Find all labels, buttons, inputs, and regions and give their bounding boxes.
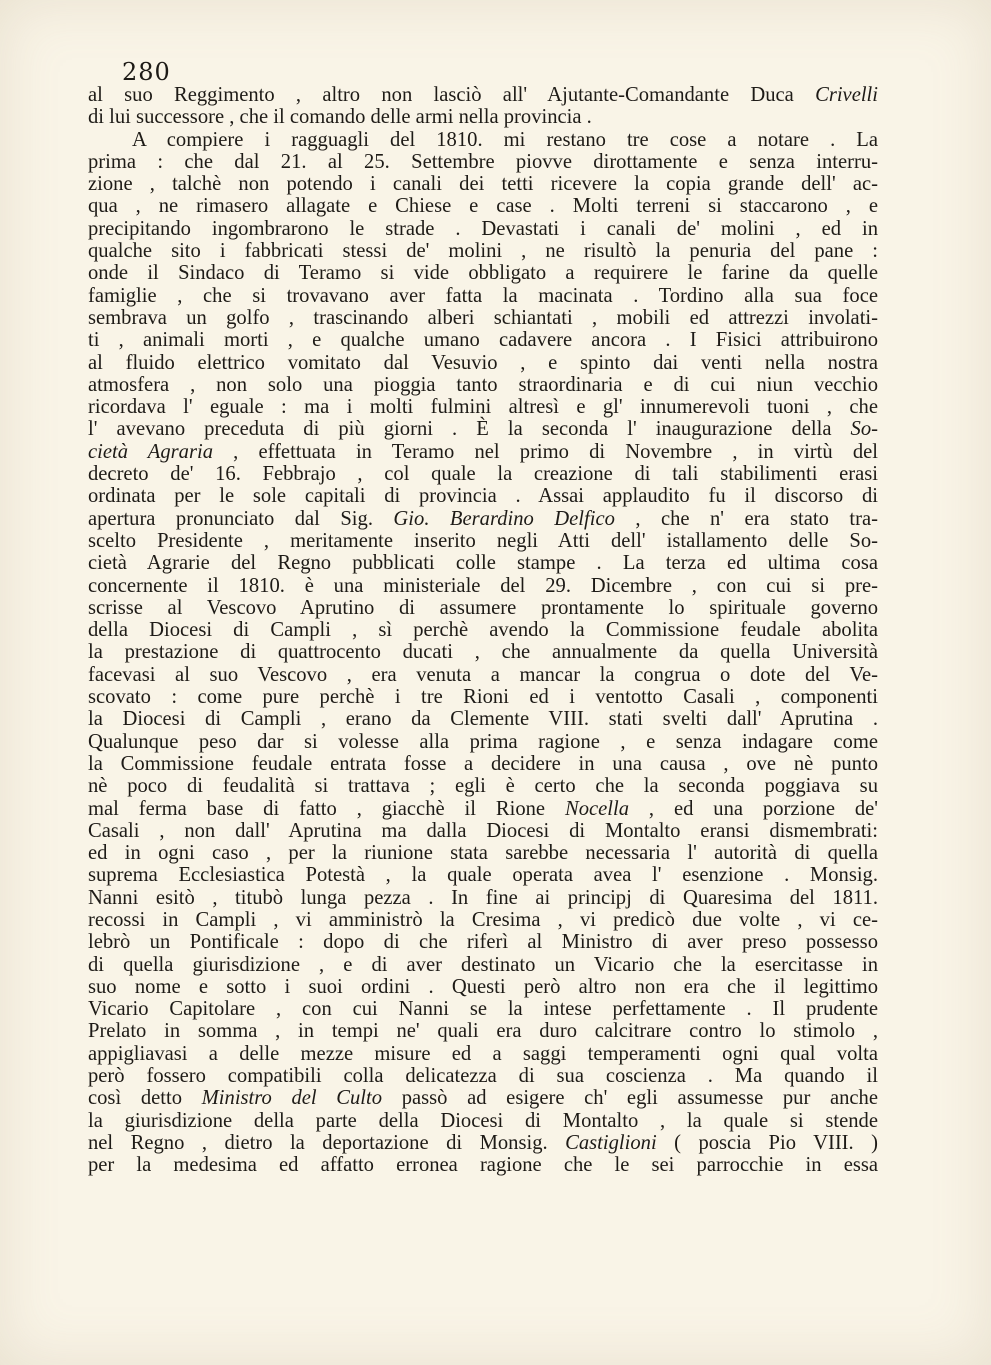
text-line [88, 575, 878, 597]
text-line [88, 129, 878, 151]
text-line [88, 887, 878, 909]
text-line [88, 329, 878, 351]
text-segment: Casali , non dall' Aprutina ma dalla Diocesi di Montalto eransi dismembrati: [88, 819, 878, 842]
text-segment: , effettuata in Teramo nel primo di Novembre , in virtù del [213, 440, 878, 463]
text-line [88, 1065, 878, 1087]
italic-text: Ministro del Culto [201, 1087, 383, 1110]
text-line [88, 463, 878, 485]
text-line [88, 686, 878, 708]
text-segment: passò ad esigere ch' egli assumesse pur anche [382, 1087, 878, 1110]
text-segment: di quella giurisdizione , e di aver destinato un Vicario che la esercitasse in [88, 953, 878, 976]
text-line [88, 731, 878, 753]
text-segment: appigliavasi a delle mezze misure ed a saggi temperamenti ogni qual volta [88, 1042, 878, 1065]
text-segment: mal ferma base di fatto , giacchè il Rione [88, 797, 565, 820]
text-segment: concernente il 1810. è una ministeriale del 29. Dicembre , con cui si pre- [88, 574, 878, 597]
text-line [88, 374, 878, 396]
text-segment: Vicario Capitolare , con cui Nanni se la intese perfettamente . Il prudente [88, 998, 878, 1021]
text-segment: l' avevano preceduta di più giorni . È la seconda l' inaugurazione della [88, 418, 851, 441]
text-segment: A compiere i ragguagli del 1810. mi restano tre cose a notare . La [132, 128, 878, 151]
text-line [88, 396, 878, 418]
text-segment: scovato : come pure perchè i tre Rioni ed i ventotto Casali , componenti [88, 686, 878, 709]
italic-text: Crivelli [815, 84, 878, 106]
text-segment: scelto Presidente , meritamente inserito negli Atti dell' istallamento delle So- [88, 529, 878, 552]
text-segment: la Commissione feudale entrata fosse a decidere in una causa , ove nè punto [88, 752, 878, 775]
text-segment: la prestazione di quattrocento ducati , che annualmente da quella Università [88, 641, 878, 664]
text-line [88, 931, 878, 953]
italic-text: cietà Agraria [88, 440, 214, 463]
text-segment: per la medesima ed affatto erronea ragione che le sei parrocchie in essa [88, 1154, 878, 1177]
text-line [88, 1110, 878, 1132]
text-line [88, 195, 878, 217]
text-line [88, 619, 878, 641]
text-line [88, 418, 878, 440]
italic-text: Castiglioni [565, 1131, 657, 1154]
italic-text: Gio. Berardino Delfico [393, 507, 615, 530]
text-segment: ed in ogni caso , per la riunione stata sarebbe necessaria l' autorità di quella [88, 842, 878, 865]
text-line [88, 218, 878, 240]
text-line [88, 820, 878, 842]
text-segment: recossi in Campli , vi amministrò la Cresima , vi predicò due volte , vi ce- [88, 908, 878, 931]
text-line [88, 909, 878, 931]
text-segment: facevasi al suo Vescovo , era venuta a mancar la congrua o dote del Ve- [88, 663, 878, 686]
text-segment: ricordava l' eguale : ma i molti fulmini altresì e gl' innumerevoli tuoni , che [88, 396, 878, 419]
text-segment: qua , ne rimasero allagate e Chiese e case . Molti terreni si staccarono , e [88, 195, 878, 218]
text-line [88, 262, 878, 284]
text-segment: Nanni esitò , titubò lunga pezza . In fine ai principj di Quaresima del 1811. [88, 886, 878, 909]
text-line [88, 1043, 878, 1065]
text-line [88, 954, 878, 976]
text-segment: così detto [88, 1087, 202, 1110]
text-line [88, 641, 878, 663]
text-line [88, 441, 878, 463]
text-segment: qualche sito i fabbricati stessi de' molini , ne risultò la penuria del pane : [88, 240, 878, 263]
text-line [88, 842, 878, 864]
text-line [88, 753, 878, 775]
text-segment: della Diocesi di Campli , sì perchè avendo la Commissione feudale abolita [88, 619, 878, 642]
text-line [88, 1087, 878, 1109]
text-line [88, 173, 878, 195]
text-segment: prima : che dal 21. al 25. Settembre piovve dirottamente e senza interru- [88, 150, 878, 173]
text-segment: Prelato in somma , in tempi ne' quali era duro calcitrare contro lo stimolo , [88, 1020, 878, 1043]
text-segment: famiglie , che si trovavano aver fatta la macinata . Tordino alla sua foce [88, 284, 878, 307]
text-line [88, 597, 878, 619]
text-segment: al suo Reggimento , altro non lasciò all' Ajutante-Comandante Duca [88, 84, 816, 106]
text-segment: , ed una porzione de' [629, 797, 878, 820]
text-segment: suprema Ecclesiastica Potestà , la quale operata avea l' esenzione . Monsig. [88, 864, 878, 887]
text-segment: però fossero compatibili colla delicatezza di sua coscienza . Ma quando il [88, 1065, 878, 1088]
text-line [88, 998, 878, 1020]
text-line [88, 1132, 878, 1154]
text-segment: zione , talchè non potendo i canali dei tetti ricevere la copia grande dell' ac- [88, 173, 878, 196]
text-segment: di lui successore , che il comando delle armi nella provincia . [88, 106, 592, 129]
text-line [88, 552, 878, 574]
text-line [88, 307, 878, 329]
text-segment: Qualunque peso dar si volesse alla prima ragione , e senza indagare come [88, 730, 878, 753]
text-segment: ordinata per le sole capitali di provincia . Assai applaudito fu il discorso di [88, 485, 878, 508]
italic-text: So- [850, 418, 878, 441]
text-line [88, 508, 878, 530]
text-line [88, 84, 878, 106]
text-segment: apertura pronunciato dal Sig. [88, 507, 394, 530]
text-line [88, 664, 878, 686]
text-segment: precipitando ingombrarono le strade . Devastati i canali de' molini , ed in [88, 217, 878, 240]
text-line [88, 976, 878, 998]
text-segment: cietà Agrarie del Regno pubblicati colle stampe . La terza ed ultima cosa [88, 552, 878, 575]
text-segment: onde il Sindaco di Teramo si vide obbligato a requirere le farine da quelle [88, 262, 878, 285]
text-line [88, 151, 878, 173]
text-line [88, 285, 878, 307]
text-line [88, 352, 878, 374]
italic-text: Nocella [564, 797, 630, 820]
text-segment: atmosfera , non solo una pioggia tanto straordinaria e di cui niun vecchio [88, 373, 878, 396]
page-number: 280 [122, 58, 171, 86]
text-line [88, 708, 878, 730]
text-line [88, 864, 878, 886]
text-line [88, 485, 878, 507]
text-segment: ( poscia Pio VIII. ) [656, 1131, 878, 1154]
text-line [88, 106, 878, 128]
text-segment: la Diocesi di Campli , erano da Clemente VIII. stati svelti dall' Aprutina . [88, 708, 878, 731]
text-segment: ti , animali morti , e qualche umano cadavere ancora . I Fisici attribuirono [88, 329, 878, 352]
text-line [88, 240, 878, 262]
text-line [88, 530, 878, 552]
body-text [88, 84, 878, 1177]
text-segment: , che n' era stato tra- [614, 507, 878, 530]
text-line [88, 1154, 878, 1176]
text-segment: al fluido elettrico vomitato dal Vesuvio , e spinto dai venti nella nostra [88, 351, 878, 374]
text-segment: nel Regno , dietro la deportazione di Monsig. [88, 1131, 566, 1154]
text-segment: lebrò un Pontificale : dopo di che riferì al Ministro di aver preso possesso [88, 931, 878, 954]
text-segment: scrisse al Vescovo Aprutino di assumere prontamente lo spirituale governo [88, 596, 878, 619]
text-segment: suo nome e sotto i suoi ordini . Questi però altro non era che il legittimo [88, 975, 878, 998]
text-line [88, 775, 878, 797]
text-segment: la giurisdizione della parte della Diocesi di Montalto , la quale si stende [88, 1109, 878, 1132]
text-line [88, 798, 878, 820]
text-line [88, 1020, 878, 1042]
text-segment: nè poco di feudalità si trattava ; egli è certo che la seconda poggiava su [88, 775, 878, 798]
text-segment: decreto de' 16. Febbrajo , col quale la creazione di tali stabilimenti erasi [88, 463, 878, 486]
text-segment: sembrava un golfo , trascinando alberi schiantati , mobili ed attrezzi involati- [88, 306, 878, 329]
